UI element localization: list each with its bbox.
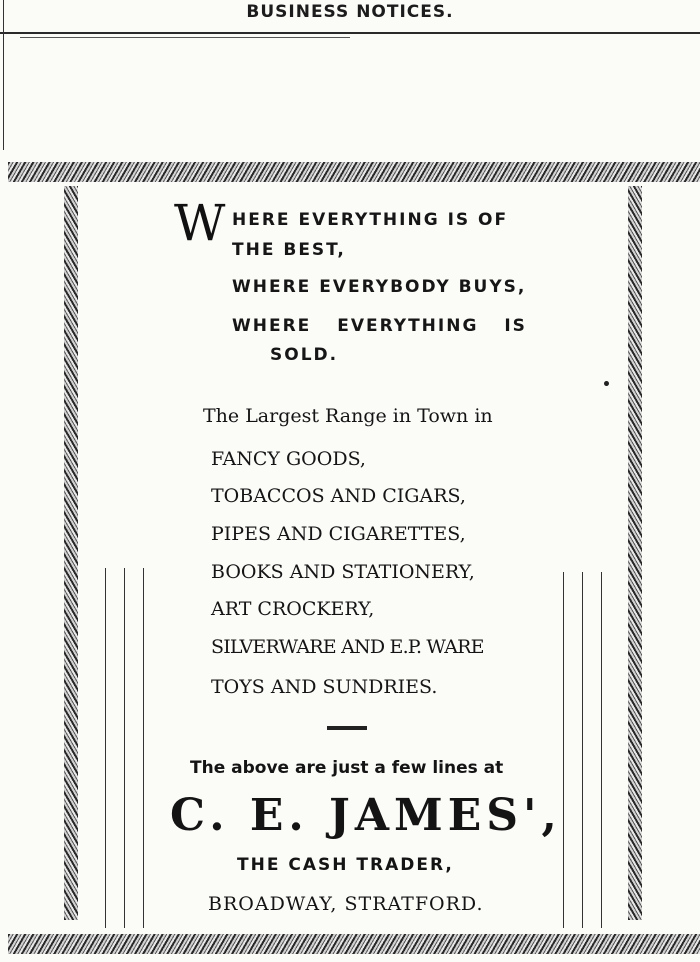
decorative-rule-left-2: [124, 568, 125, 928]
header-rule: [0, 32, 700, 34]
ad-headline-line-2: THE BEST,: [232, 240, 346, 260]
shop-address: BROADWAY, STRATFORD.: [208, 893, 484, 915]
product-item: TOYS AND SUNDRIES.: [211, 676, 438, 698]
ornamental-border-right: [628, 186, 642, 920]
decorative-rule-left-1: [105, 568, 106, 928]
trader-description: THE CASH TRADER,: [237, 855, 454, 875]
ad-intro: The Largest Range in Town in: [203, 405, 493, 427]
ad-headline-line-3: WHERE EVERYBODY BUYS,: [232, 277, 527, 297]
product-item: TOBACCOS AND CIGARS,: [211, 485, 466, 507]
ornamental-border-top: [8, 162, 700, 182]
product-item: ART CROCKERY,: [211, 598, 375, 620]
decorative-rule-right-3: [601, 572, 602, 928]
ad-headline-drop-cap: W: [174, 194, 226, 252]
ad-tagline: The above are just a few lines at: [190, 758, 504, 778]
ad-headline-line-1: HERE EVERYTHING IS OF: [232, 210, 509, 230]
product-item: PIPES AND CIGARETTES,: [211, 523, 466, 545]
decorative-rule-right-2: [582, 572, 583, 928]
decorative-rule-left-3: [143, 568, 144, 928]
header-title: BUSINESS NOTICES.: [246, 2, 454, 22]
ornamental-border-bottom: [8, 934, 700, 954]
ornamental-border-left: [64, 186, 78, 920]
product-item: FANCY GOODS,: [211, 448, 366, 470]
product-item: SILVERWARE AND E.P. WARE: [211, 636, 484, 658]
shop-name: C. E. JAMES',: [170, 790, 562, 841]
decorative-rule-right-1: [563, 572, 564, 928]
ad-headline-line-5: SOLD.: [270, 345, 339, 365]
header-rule-secondary: [20, 37, 350, 38]
section-divider: [327, 726, 367, 730]
column-edge: [3, 0, 4, 150]
ink-speck: [605, 383, 608, 386]
ad-headline-line-4: WHERE EVERYTHING IS: [232, 316, 527, 336]
product-item: BOOKS AND STATIONERY,: [211, 561, 475, 583]
